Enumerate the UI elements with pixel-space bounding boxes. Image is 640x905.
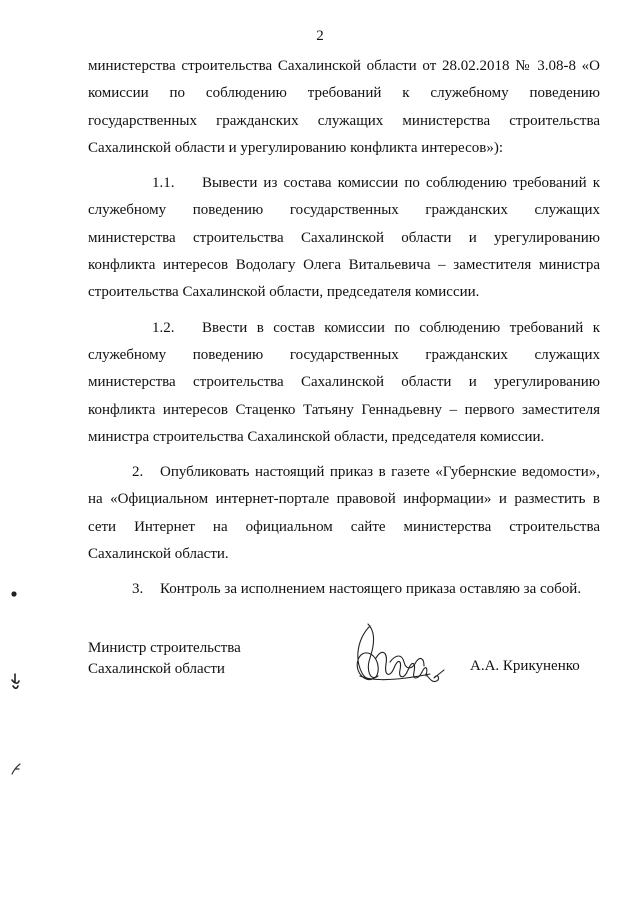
- item-1-2: [88, 315, 600, 451]
- margin-tick-mark: [10, 762, 22, 781]
- item-3: [88, 576, 600, 603]
- signer-name: А.А. Крикуненко: [470, 658, 580, 674]
- margin-dot-mark: [10, 585, 18, 603]
- page-number: 2: [316, 28, 324, 44]
- intro-paragraph: министерства строительства Сахалинской области от 28.02.2018 № 3.08-8 «О комиссии по соблюдению требований к служебному поведению государственных гражданских служащих министерства строительства Сахалинской области и урегулированию конфликта интересов»):: [88, 58, 600, 156]
- item-1-1: [88, 170, 600, 306]
- item-text: Вывести из состава комиссии по соблюдению требований к служебному поведению государственных гражданских служащих министерства строительства Сахалинской области и урегулированию конфликта интересов Водолагу Олега Витальевича – заместителя министра строительства Сахалинской области, председателя комиссии.: [88, 175, 600, 301]
- document-body: [88, 53, 600, 604]
- item-number: 2.: [132, 464, 144, 481]
- item-text: Опубликовать настоящий приказ в газете «Губернские ведомости», на «Официальном интернет-портале правовой информации» и разместить в сети Интернет на официальном сайте министерства строительства Сахалинской области.: [88, 464, 600, 563]
- handwritten-signature: [340, 618, 450, 703]
- item-text: Контроль за исполнением настоящего приказа оставляю за собой.: [160, 581, 582, 598]
- item-number: 3.: [132, 581, 144, 598]
- item-text: Ввести в состав комиссии по соблюдению требований к служебному поведению государственных гражданских служащих министерства строительства Сахалинской области и урегулированию конфликта интересов Стаценко Татьяну Геннадьевну – первого заместителя министра строительства Сахалинской области, председателя комиссии.: [88, 319, 600, 445]
- item-number: 1.1.: [152, 175, 175, 192]
- signer-position-line-2: Сахалинской области: [88, 661, 225, 677]
- item-number: 1.2.: [152, 319, 175, 336]
- margin-scribble-mark: [8, 672, 22, 697]
- signer-position: [88, 638, 241, 680]
- item-2: [88, 459, 600, 568]
- signer-position-line-1: Министр строительства: [88, 640, 241, 656]
